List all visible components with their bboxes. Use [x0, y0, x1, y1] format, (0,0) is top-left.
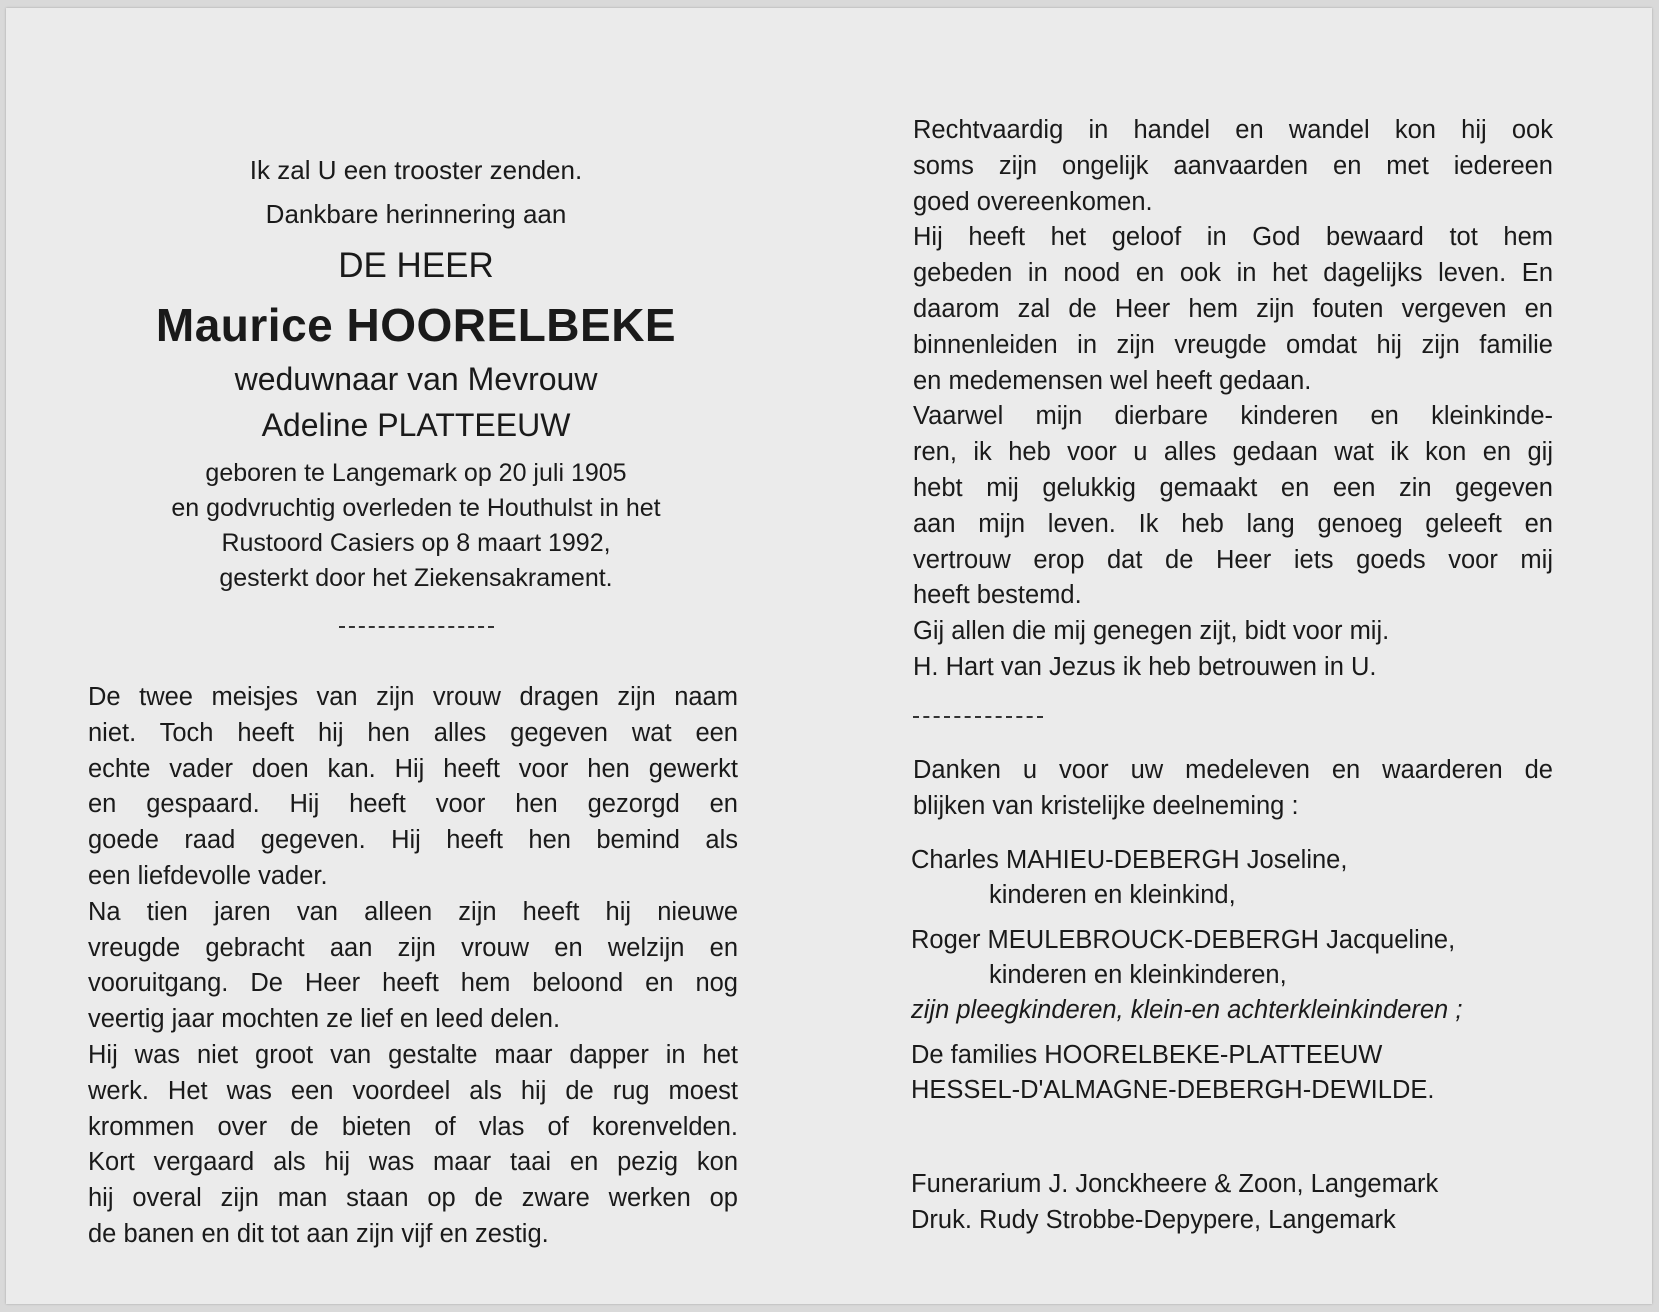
- text-line: hij overal zijn man staan op de zware werken op: [88, 1184, 738, 1213]
- text-line: en medemensen wel heeft gedaan.: [913, 366, 1312, 395]
- text-line: Rechtvaardig in handel en wandel kon hij ook: [913, 116, 1553, 144]
- memory-line: Dankbare herinnering aan: [265, 199, 567, 229]
- text-line: krommen over de bieten of vlas of korenvelden.: [88, 1112, 738, 1141]
- printer: Druk. Rudy Strobbe-Depypere, Langemark: [911, 1206, 1396, 1234]
- text-line: Hij was niet groot van gestalte maar dapper in het: [88, 1040, 738, 1069]
- text-line: een liefdevolle vader.: [88, 861, 328, 890]
- text-line: echte vader doen kan. Hij heeft voor hen gewerkt: [88, 754, 738, 783]
- text-line: niet. Toch heeft hij hen alles gegeven wat een: [88, 718, 738, 747]
- text-line: binnenleiden in zijn vreugde omdat hij zijn familie: [913, 330, 1553, 359]
- text-line: ren, ik heb voor u alles gedaan wat ik kon en gij: [913, 438, 1553, 467]
- left-divider: [339, 626, 494, 628]
- text-line: vertrouw erop dat de Heer iets goeds voor mij: [913, 545, 1553, 574]
- spouse-name: Adeline PLATTEEUW: [261, 407, 571, 443]
- sacrament-line: gesterkt door het Ziekensakrament.: [219, 564, 613, 592]
- left-body-text: [88, 680, 738, 1253]
- text-line: heeft bestemd.: [913, 581, 1082, 610]
- bible-verse: Ik zal U een trooster zenden.: [249, 155, 583, 185]
- families-line: De families HOORELBEKE-PLATTEEUW: [911, 1041, 1383, 1069]
- text-line: de banen en dit tot aan zijn vijf en zestig.: [88, 1219, 549, 1248]
- text-line: gebeden in nood en ook in het dagelijks leven. En: [913, 259, 1553, 288]
- title-line: DE HEER: [338, 246, 494, 285]
- text-line: werk. Het was een voordeel als hij de rug moest: [88, 1076, 738, 1105]
- text-line: H. Hart van Jezus ik heb betrouwen in U.: [913, 652, 1377, 681]
- text-line: soms zijn ongelijk aanvaarden en met iedereen: [913, 151, 1553, 180]
- text-line: blijken van kristelijke deelneming :: [913, 791, 1299, 820]
- text-line: hebt mij gelukkig gemaakt en een zin gegeven: [913, 473, 1553, 502]
- text-line: aan mijn leven. Ik heb lang genoeg geleeft en: [913, 509, 1553, 538]
- text-line: vreugde gebracht aan zijn vrouw en welzijn en: [88, 933, 738, 962]
- text-line: Hij heeft het geloof in God bewaard tot hem: [913, 223, 1553, 252]
- family-line: Charles MAHIEU-DEBERGH Joseline,: [911, 846, 1348, 874]
- text-line: Kort vergaard als hij was maar taai en pezig kon: [88, 1148, 738, 1177]
- text-line: vooruitgang. De Heer heeft hem beloond en nog: [88, 969, 738, 998]
- birth-line: geboren te Langemark op 20 juli 1905: [205, 459, 627, 487]
- text-line: Vaarwel mijn dierbare kinderen en kleinkinde-: [913, 402, 1553, 431]
- family-line: Roger MEULEBROUCK-DEBERGH Jacqueline,: [911, 926, 1456, 954]
- right-body-text: [913, 113, 1553, 686]
- family-sub-line: kinderen en kleinkind,: [989, 881, 1236, 909]
- text-line: De twee meisjes van zijn vrouw dragen zijn naam: [88, 683, 738, 711]
- families-line: HESSEL-D'ALMAGNE-DEBERGH-DEWILDE.: [911, 1076, 1435, 1104]
- deceased-name: Maurice HOORELBEKE: [155, 299, 677, 351]
- header-block: [96, 148, 736, 628]
- text-line: daarom zal de Heer hem zijn fouten vergeven en: [913, 294, 1553, 323]
- death-place-line: Rustoord Casiers op 8 maart 1992,: [221, 529, 611, 557]
- text-line: Gij allen die mij genegen zijt, bidt voor mij.: [913, 617, 1390, 646]
- footer: [911, 1166, 1611, 1238]
- widower-line: weduwnaar van Mevrouw: [234, 361, 598, 397]
- memorial-card: [6, 8, 1652, 1304]
- thanks-text: [913, 753, 1553, 825]
- death-line: en godvruchtig overleden te Houthulst in het: [171, 494, 661, 522]
- mourners-list: [911, 843, 1611, 1108]
- family-sub-line: kinderen en kleinkinderen,: [989, 961, 1287, 989]
- text-line: Danken u voor uw medeleven en waarderen de: [913, 756, 1553, 784]
- right-divider: [913, 716, 1043, 718]
- text-line: goede raad gegeven. Hij heeft hen bemind als: [88, 826, 738, 855]
- text-line: Na tien jaren van alleen zijn heeft hij nieuwe: [88, 897, 738, 926]
- foster-children-line: zijn pleegkinderen, klein-en achterkleinkinderen ;: [911, 996, 1463, 1024]
- text-line: goed overeenkomen.: [913, 187, 1153, 216]
- text-line: en gespaard. Hij heeft voor hen gezorgd en: [88, 790, 738, 819]
- birth-death-info: [96, 456, 736, 596]
- funeral-home: Funerarium J. Jonckheere & Zoon, Langemark: [911, 1170, 1439, 1198]
- text-line: veertig jaar mochten ze lief en leed delen.: [88, 1005, 561, 1034]
